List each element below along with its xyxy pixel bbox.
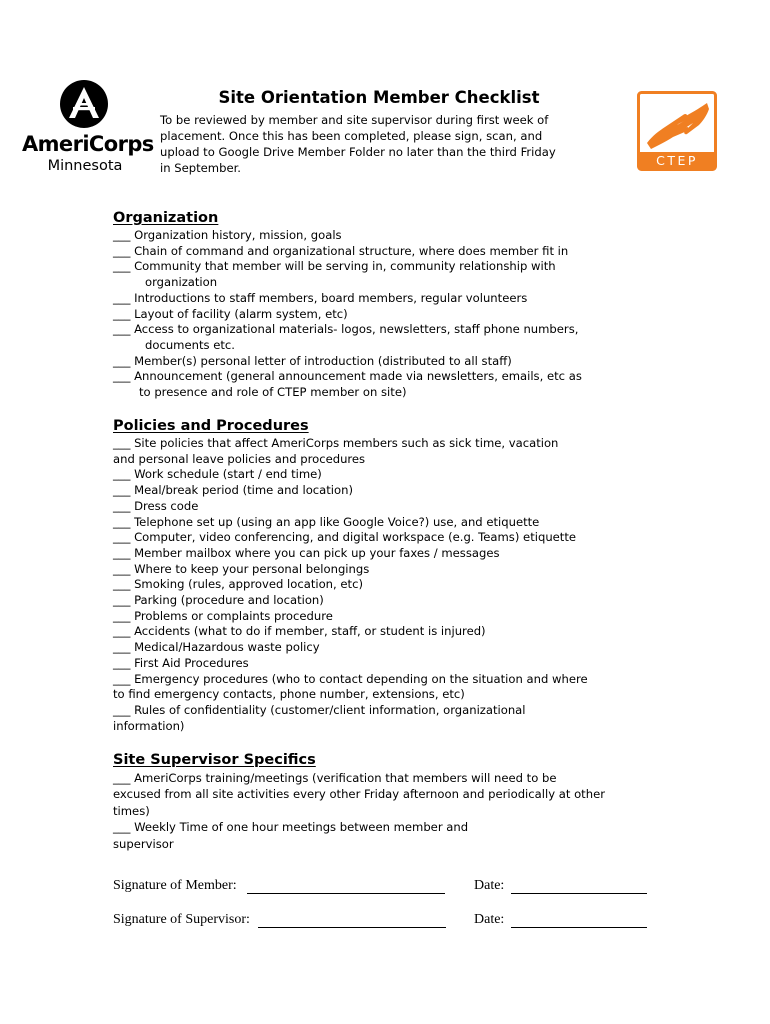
checklist-item: ___ Chain of command and organizational structure, where does member fit in [113, 243, 569, 258]
supervisor-date-label: Date: [474, 912, 505, 927]
supervisor-checklist [113, 770, 673, 852]
checklist-item: ___ Site policies that affect AmeriCorps members such as sick time, vacation [113, 436, 559, 450]
americorps-logo [22, 80, 154, 178]
ctep-logo [637, 91, 717, 171]
americorps-wordmark: AmeriCorps [22, 132, 154, 156]
americorps-a-emblem-icon [60, 80, 108, 128]
intro-line: To be reviewed by member and site supervisor during first week of [160, 113, 549, 127]
policies-heading: Policies and Procedures [113, 418, 309, 434]
intro-paragraph [160, 112, 605, 176]
intro-line: placement. Once this has been completed, please sign, scan, and [160, 129, 543, 143]
checklist-item: ___ Access to organizational materials- logos, newsletters, staff phone numbers, [113, 322, 579, 337]
checklist-item-continuation: and personal leave policies and procedures [113, 451, 366, 466]
checklist-item-continuation: to find emergency contacts, phone number, extensions, etc) [113, 687, 465, 702]
checklist-item-continuation: documents etc. [145, 337, 235, 352]
checklist-item-continuation: to presence and role of CTEP member on site) [139, 385, 407, 400]
supervisor-signature-label: Signature of Supervisor: [113, 912, 250, 927]
supervisor-signature-line[interactable] [258, 927, 446, 928]
checklist-item: ___ Community that member will be serving in, community relationship with [113, 259, 556, 274]
page-title: Site Orientation Member Checklist [218, 88, 540, 107]
supervisor-section [113, 750, 673, 852]
checklist-item: ___ Telephone set up (using an app like Google Voice?) use, and etiquette [113, 514, 540, 529]
ctep-label: CTEP [656, 153, 698, 168]
member-signature-label: Signature of Member: [113, 878, 237, 893]
checklist-item: ___ Layout of facility (alarm system, etc) [113, 306, 348, 321]
checklist-item: ___ Accidents (what to do if member, staff, or student is injured) [113, 624, 486, 639]
checklist-item: ___ Emergency procedures (who to contact depending on the situation and where [113, 671, 588, 686]
checklist-item: ___ Dress code [113, 498, 199, 513]
checklist-item: ___ Organization history, mission, goals [113, 228, 342, 242]
checklist-item: ___ Weekly Time of one hour meetings between member and [113, 820, 469, 835]
checklist-item: ___ Where to keep your personal belongings [113, 561, 370, 576]
checklist-item: ___ Introductions to staff members, board members, regular volunteers [113, 290, 528, 305]
checklist-item-continuation: supervisor [113, 836, 174, 851]
policies-checklist [113, 436, 673, 734]
organization-heading: Organization [113, 210, 219, 226]
americorps-region: Minnesota [47, 158, 123, 174]
checklist-item: ___ AmeriCorps training/meetings (verification that members will need to be [113, 771, 557, 785]
checklist-item: ___ Meal/break period (time and location) [113, 483, 353, 498]
member-date-label: Date: [474, 878, 505, 893]
member-signature-line[interactable] [247, 893, 445, 894]
checklist-item-continuation: organization [145, 275, 218, 290]
checklist-item: ___ Smoking (rules, approved location, etc) [113, 577, 363, 592]
organization-checklist [113, 228, 673, 401]
intro-line: in September. [160, 161, 241, 175]
checklist-item-continuation: information) [113, 718, 185, 733]
supervisor-date-line[interactable] [511, 927, 647, 928]
checklist-item: ___ Medical/Hazardous waste policy [113, 640, 320, 655]
intro-line: upload to Google Drive Member Folder no later than the third Friday [160, 145, 556, 159]
checklist-item: ___ Announcement (general announcement made via newsletters, emails, etc as [113, 369, 582, 384]
supervisor-heading: Site Supervisor Specifics [113, 752, 316, 768]
checklist-item-continuation: excused from all site activities every other Friday afternoon and periodically at other [113, 787, 605, 802]
checklist-item: ___ Parking (procedure and location) [113, 593, 324, 608]
organization-section [113, 208, 673, 401]
checklist-item-continuation: times) [113, 803, 150, 818]
checklist-item: ___ Member mailbox where you can pick up your faxes / messages [113, 545, 500, 560]
policies-section [113, 416, 673, 734]
checklist-item: ___ Computer, video conferencing, and digital workspace (e.g. Teams) etiquette [113, 530, 577, 545]
member-date-line[interactable] [511, 893, 647, 894]
checklist-item: ___ Rules of confidentiality (customer/client information, organizational [113, 702, 526, 717]
checklist-item: ___ Member(s) personal letter of introduction (distributed to all staff) [113, 353, 512, 368]
checklist-item: ___ Work schedule (start / end time) [113, 467, 322, 482]
checklist-item: ___ Problems or complaints procedure [113, 608, 333, 623]
checklist-item: ___ First Aid Procedures [113, 655, 249, 670]
